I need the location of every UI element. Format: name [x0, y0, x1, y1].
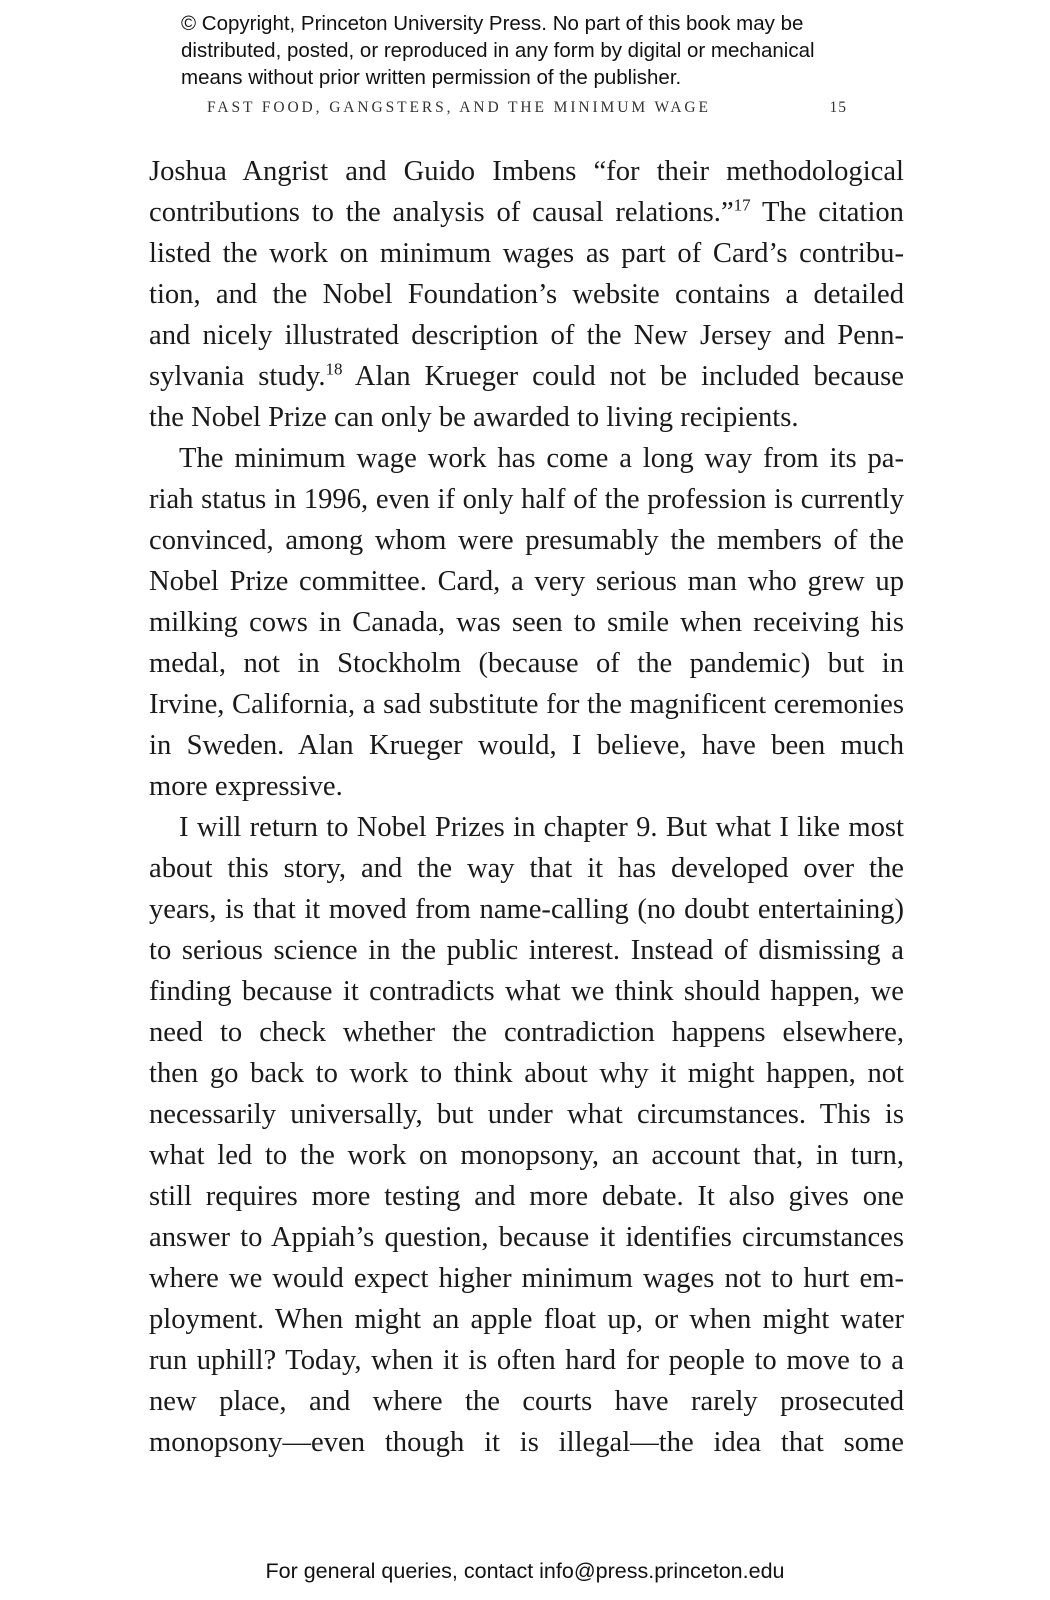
text-line	[149, 192, 904, 233]
text-fragment: contributions to the analysis of causal relations.”	[149, 197, 734, 228]
text-line: new place, and where the courts have rarely prosecuted	[149, 1386, 904, 1417]
text-line: what led to the work on monopsony, an account that, in turn,	[149, 1140, 904, 1171]
text-line: more expressive.	[149, 771, 343, 802]
text-line: riah status in 1996, even if only half of the profession is currently	[149, 484, 904, 515]
text-line: tion, and the Nobel Foundation’s website contains a detailed	[149, 279, 904, 310]
copyright-line: means without prior written permission of the publisher.	[181, 66, 682, 89]
text-line: convinced, among whom were presumably the members of the	[149, 525, 904, 556]
text-fragment: sylvania study.	[149, 361, 326, 392]
footnote-ref-17[interactable]: 17	[733, 195, 751, 215]
footer-contact: For general queries, contact info@press.princeton.edu	[265, 1559, 785, 1583]
text-line: necessarily universally, but under what circumstances. This is	[149, 1099, 904, 1130]
text-line	[149, 356, 904, 397]
running-head	[207, 99, 847, 117]
text-line: I will return to Nobel Prizes in chapter 9. But what I like most	[179, 812, 904, 843]
text-line: about this story, and the way that it has developed over the	[149, 853, 904, 884]
copyright-notice	[181, 10, 941, 91]
text-line: to serious science in the public interest. Instead of dismissing a	[149, 935, 904, 966]
text-line: monopsony—even though it is illegal—the idea that some	[149, 1427, 904, 1458]
page-number: 15	[829, 99, 847, 116]
text-line: then go back to work to think about why it might happen, not	[149, 1058, 904, 1089]
text-line: and nicely illustrated description of the New Jersey and Penn-	[149, 320, 904, 351]
text-line: Nobel Prize committee. Card, a very serious man who grew up	[149, 566, 904, 597]
copyright-line: distributed, posted, or reproduced in any form by digital or mechanical	[181, 39, 815, 62]
text-line: years, is that it moved from name-calling (no doubt entertaining)	[149, 894, 904, 925]
text-line: run uphill? Today, when it is often hard for people to move to a	[149, 1345, 904, 1376]
text-line: Joshua Angrist and Guido Imbens “for their methodological	[149, 156, 904, 187]
text-line: medal, not in Stockholm (because of the pandemic) but in	[149, 648, 904, 679]
text-line: still requires more testing and more debate. It also gives one	[149, 1181, 904, 1212]
running-head-title: FAST FOOD, GANGSTERS, AND THE MINIMUM WAGE	[207, 99, 711, 116]
text-line: Irvine, California, a sad substitute for the magnificent ceremonies	[149, 689, 904, 720]
copyright-line: © Copyright, Princeton University Press. No part of this book may be	[181, 12, 804, 35]
text-line: the Nobel Prize can only be awarded to living recipients.	[149, 402, 799, 433]
text-line: milking cows in Canada, was seen to smile when receiving his	[149, 607, 904, 638]
text-line: in Sweden. Alan Krueger would, I believe, have been much	[149, 730, 904, 761]
text-fragment: The citation	[750, 197, 904, 228]
footnote-ref-18[interactable]: 18	[325, 359, 343, 379]
text-line: The minimum wage work has come a long way from its pa-	[179, 443, 904, 474]
text-line: listed the work on minimum wages as part of Card’s contribu-	[149, 238, 904, 269]
text-line: need to check whether the contradiction happens elsewhere,	[149, 1017, 904, 1048]
body-text	[149, 151, 904, 1463]
text-line: finding because it contradicts what we think should happen, we	[149, 976, 904, 1007]
text-line: answer to Appiah’s question, because it identifies circumstances	[149, 1222, 904, 1253]
text-fragment: Alan Krueger could not be included because	[342, 361, 904, 392]
text-line: where we would expect higher minimum wages not to hurt em-	[149, 1263, 904, 1294]
text-line: ployment. When might an apple float up, or when might water	[149, 1304, 904, 1335]
